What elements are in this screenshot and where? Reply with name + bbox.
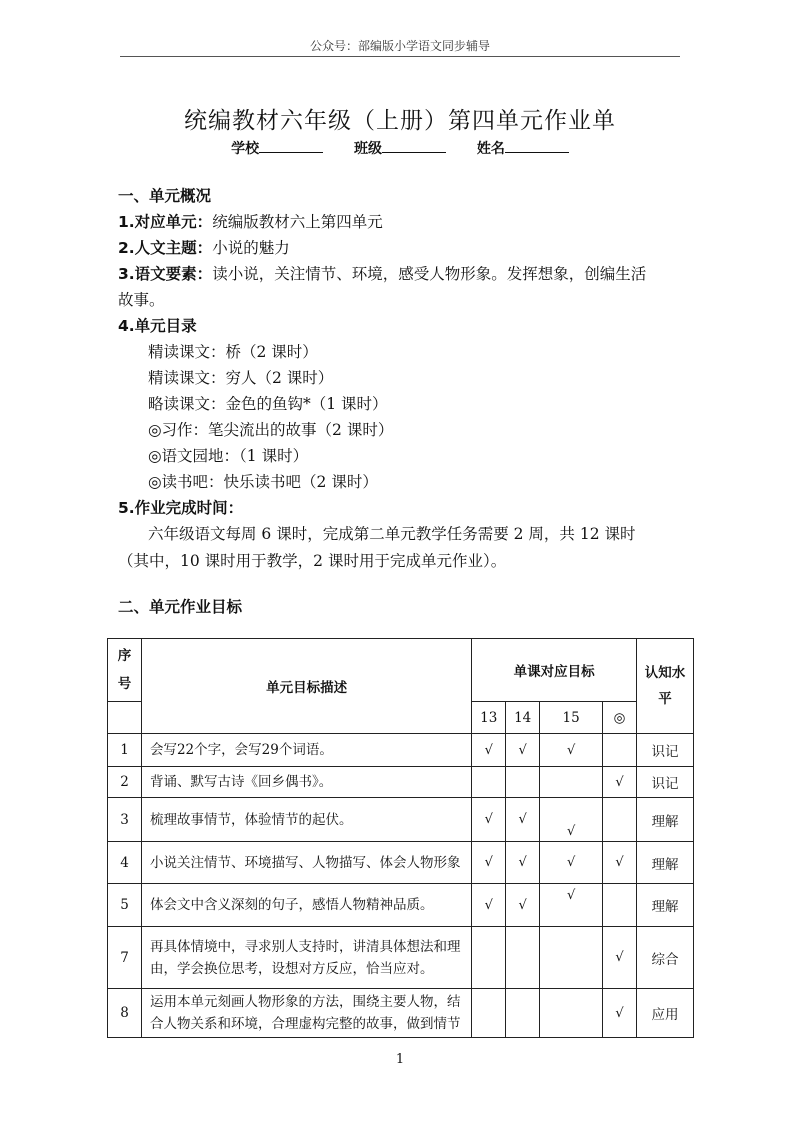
row-description: 背诵、默写古诗《回乡偶书》。 xyxy=(141,767,471,798)
document-title: 统编教材六年级（上册）第四单元作业单 xyxy=(184,108,616,134)
row-level: 综合 xyxy=(637,927,694,989)
check-13: √ xyxy=(472,798,506,842)
row-description: 体会文中含义深刻的句子，感悟人物精神品质。 xyxy=(141,884,471,927)
school-blank[interactable] xyxy=(259,138,323,153)
check-13: √ xyxy=(472,884,506,927)
catalog-item: ◎语文园地：（1 课时） xyxy=(148,447,309,465)
check-15 xyxy=(540,767,603,798)
overview-item-theme xyxy=(118,235,688,261)
row-description: 梳理故事情节，体验情节的起伏。 xyxy=(141,798,471,842)
table-row xyxy=(108,989,694,1038)
row-description-line: 运用本单元刻画人物形象的方法，围绕主要人物，结 xyxy=(149,994,461,1010)
unit-overview xyxy=(118,183,688,620)
table-row xyxy=(108,927,694,989)
row-no: 8 xyxy=(108,989,142,1038)
item2-value: 小说的魅力 xyxy=(212,239,290,257)
header-lesson-goals: 单课对应目标 xyxy=(472,639,637,702)
page-header: 公众号：部编版小学语文同步辅导 xyxy=(309,39,490,53)
table-row xyxy=(108,767,694,798)
check-14 xyxy=(506,927,540,989)
check-14: √ xyxy=(506,884,540,927)
item2-label: 2.人文主题： xyxy=(118,239,213,257)
time-paragraph: 六年级语文每周 6 课时，完成第二单元教学任务需要 2 周，共 12 课时 xyxy=(148,525,636,543)
section2-heading: 二、单元作业目标 xyxy=(118,598,243,616)
name-blank[interactable] xyxy=(505,138,569,153)
check-13 xyxy=(472,927,506,989)
catalog-item: 略读课文：金色的鱼钩*（1 课时） xyxy=(148,395,388,413)
row-no: 1 xyxy=(108,734,142,767)
time-paragraph-cont: （其中，10 课时用于教学，2 课时用于完成单元作业）。 xyxy=(118,552,507,570)
overview-item-elements xyxy=(118,261,688,287)
subheader-14: 14 xyxy=(506,702,540,734)
page-number: 1 xyxy=(395,1052,405,1067)
row-description xyxy=(141,927,471,989)
row-no: 4 xyxy=(108,842,142,884)
item1-value: 统编版教材六上第四单元 xyxy=(212,213,383,231)
check-13 xyxy=(472,989,506,1038)
check-15: √ xyxy=(540,884,603,927)
check-15 xyxy=(540,989,603,1038)
check-15: √ xyxy=(540,842,603,884)
catalog-item: 精读课文：桥（2 课时） xyxy=(148,343,318,361)
check-14 xyxy=(506,767,540,798)
check-circle xyxy=(603,884,637,927)
row-description xyxy=(141,989,471,1038)
catalog-item: 精读课文：穷人（2 课时） xyxy=(148,369,334,387)
check-circle: √ xyxy=(603,842,637,884)
subheader-13: 13 xyxy=(472,702,506,734)
unit-goals-table xyxy=(107,638,694,1038)
item3-value: 读小说，关注情节、环境，感受人物形象。发挥想象，创编生活 xyxy=(212,265,647,283)
row-no: 2 xyxy=(108,767,142,798)
student-info-row xyxy=(0,138,800,158)
check-circle xyxy=(603,798,637,842)
check-circle: √ xyxy=(603,927,637,989)
item3-label: 3.语文要素： xyxy=(118,265,213,283)
table-row xyxy=(108,734,694,767)
check-circle: √ xyxy=(603,989,637,1038)
class-label: 班级 xyxy=(354,141,382,157)
row-level: 应用 xyxy=(637,989,694,1038)
subheader-15: 15 xyxy=(540,702,603,734)
overview-item-unit xyxy=(118,209,688,235)
overview-item-catalog-label: 4.单元目录 xyxy=(118,317,197,335)
row-description: 会写22个字，会写29个词语。 xyxy=(141,734,471,767)
check-13 xyxy=(472,767,506,798)
check-15: √ xyxy=(540,798,603,842)
row-no: 5 xyxy=(108,884,142,927)
item1-label: 1.对应单元： xyxy=(118,213,213,231)
row-level: 理解 xyxy=(637,798,694,842)
check-circle: √ xyxy=(603,767,637,798)
catalog-item: ◎习作：笔尖流出的故事（2 课时） xyxy=(148,421,394,439)
row-level: 理解 xyxy=(637,884,694,927)
row-level: 识记 xyxy=(637,734,694,767)
check-15 xyxy=(540,927,603,989)
row-description-line: 由，学会换位思考，设想对方反应，恰当应对。 xyxy=(149,960,434,977)
check-13: √ xyxy=(472,842,506,884)
school-label: 学校 xyxy=(231,141,260,157)
row-no: 7 xyxy=(108,927,142,989)
row-level: 理解 xyxy=(637,842,694,884)
row-no: 3 xyxy=(108,798,142,842)
header-description: 单元目标描述 xyxy=(141,639,471,734)
class-blank[interactable] xyxy=(382,138,446,153)
table-row xyxy=(108,842,694,884)
overview-item-time-label: 5.作业完成时间： xyxy=(118,499,244,517)
check-14: √ xyxy=(506,734,540,767)
name-label: 姓名 xyxy=(476,141,505,157)
check-13: √ xyxy=(472,734,506,767)
header-no: 序号 xyxy=(108,639,142,702)
row-description-line: 再具体情境中，寻求别人支持时，讲清具体想法和理 xyxy=(149,938,461,955)
catalog-item: ◎读书吧：快乐读书吧（2 课时） xyxy=(148,473,378,491)
check-14: √ xyxy=(506,842,540,884)
section1-heading: 一、单元概况 xyxy=(118,187,212,205)
check-14: √ xyxy=(506,798,540,842)
row-description: 小说关注情节、环境描写、人物描写、体会人物形象 xyxy=(141,842,471,884)
subheader-circle: ◎ xyxy=(603,702,637,734)
table-row xyxy=(108,798,694,842)
header-cognitive-level: 认知水平 xyxy=(637,639,694,734)
header-no-blank xyxy=(108,702,142,734)
check-15: √ xyxy=(540,734,603,767)
table-row xyxy=(108,884,694,927)
header-divider xyxy=(120,56,680,57)
row-description-line: 合人物关系和环境，合理虚构完整的故事，做到情节 xyxy=(149,1016,461,1032)
overview-item-elements-cont: 故事。 xyxy=(118,291,165,309)
check-circle xyxy=(603,734,637,767)
row-level: 识记 xyxy=(637,767,694,798)
check-14 xyxy=(506,989,540,1038)
